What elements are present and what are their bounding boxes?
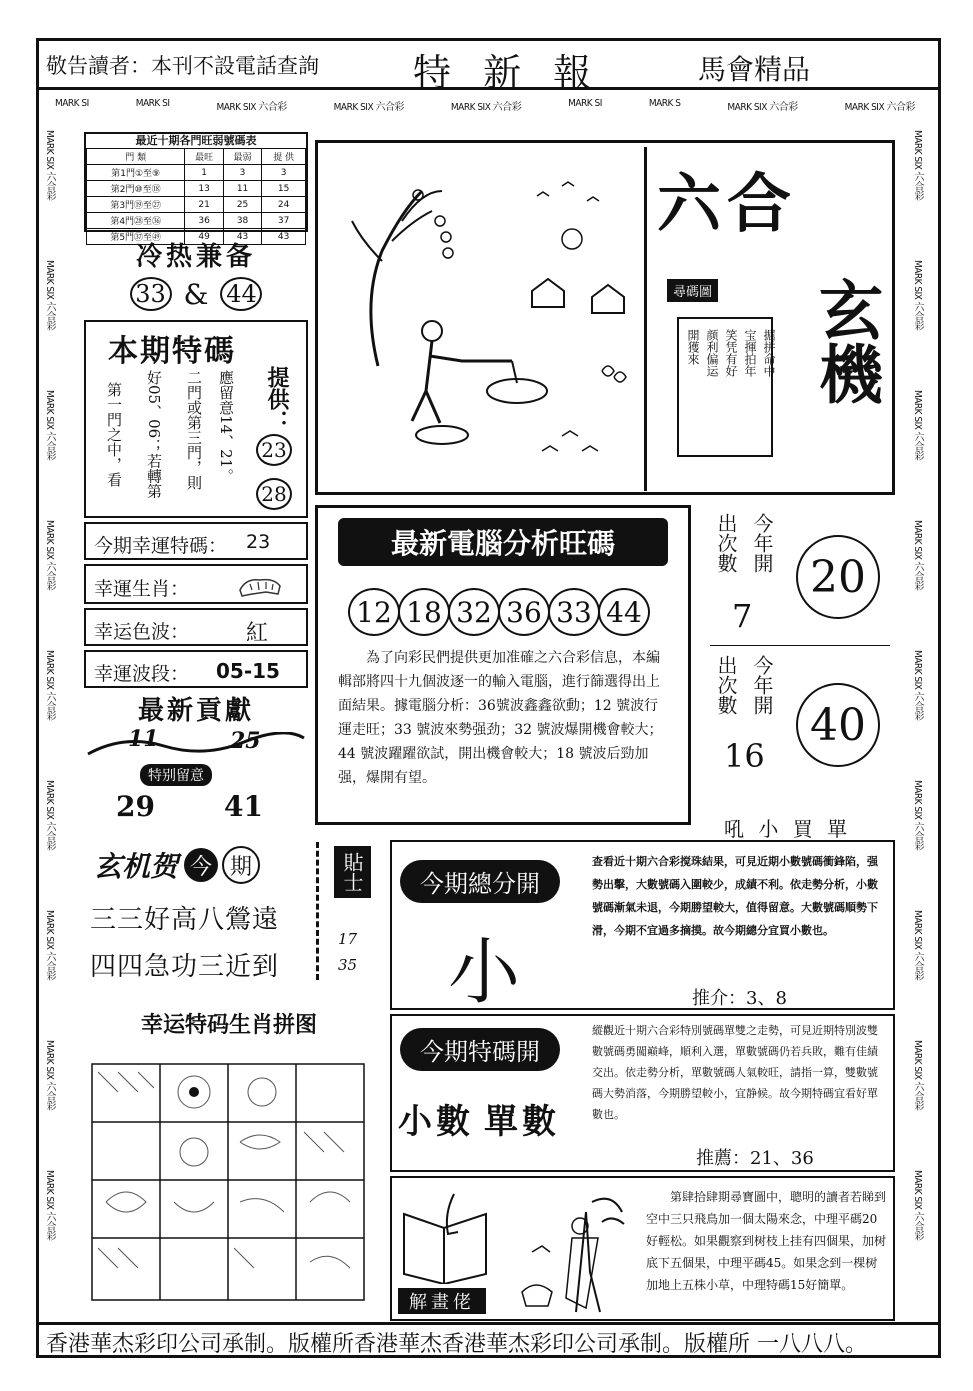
watermark-column: MARK SIX 六合彩 <box>912 1170 923 1241</box>
lucky-segment-label: 幸運波段： <box>94 663 190 685</box>
table-cell: 第3門⑲至㉗ <box>87 197 185 213</box>
contribution-num: 29 <box>116 790 155 823</box>
title-tag: 尋碼圖 <box>667 279 718 302</box>
footer-text: 香港華杰彩印公司承制。版權所香港華杰香港華杰彩印公司承制。版權所 一八八八。 <box>46 1332 867 1357</box>
watermark-column: MARK SIX 六合彩 <box>912 910 923 981</box>
footer-bar <box>38 1322 938 1359</box>
special-open-result-b: 單數 <box>484 1102 560 1142</box>
watermark-column: MARK SIX 六合彩 <box>44 1040 55 1111</box>
wave-decoration <box>84 732 308 758</box>
contribution-title: 最新貢獻 <box>137 696 254 726</box>
door-table-title: 最近十期各門旺弱號碼表 <box>135 134 257 147</box>
xuanji-title-badge: 今 <box>184 848 218 882</box>
contribution-section <box>84 690 308 830</box>
watermark-column: MARK SIX 六合彩 <box>44 390 55 461</box>
stats-footer: 吼 小 買 單 <box>724 817 852 841</box>
table-cell: 第2門⑩至⑱ <box>87 181 185 197</box>
total-body: 查看近十期六合彩搅珠結果，可見近期小數號碼衝鋒陷，强勢出擊，大數號碼入圍較少，成績不利。依走勢分析，小數號碼漸氣未退，今期勝望較大，值得留意。大數號碼順勢下滑，今期不宜過多摘摸。故今期總分宜買小數也。 <box>592 855 878 937</box>
watermark-right <box>910 130 932 1325</box>
puzzle-illustration <box>322 151 644 481</box>
paper-title: 特 新 報 <box>413 51 602 95</box>
computer-analysis-box <box>315 505 691 825</box>
table-cell: 第1門①至⑨ <box>87 165 185 181</box>
xuanji-title: 玄机贺 <box>94 850 179 883</box>
notice-text: 敬告讀者：本刊不設電話查詢 <box>46 54 319 78</box>
cold-ball: 44 <box>220 277 262 311</box>
computer-ball: 36 <box>498 588 550 636</box>
table-cell: 36 <box>185 213 223 229</box>
watermark-item: MARK SIX 六合彩 <box>216 102 287 113</box>
contribution-notice: 特别留意 <box>140 764 212 786</box>
lucky-code-label: 今期幸運特碼： <box>94 535 228 557</box>
special-open-box <box>390 1014 895 1172</box>
lucky-code-row <box>84 522 308 560</box>
table-cell: 21 <box>185 197 223 213</box>
provide-label: 提供： <box>264 366 290 432</box>
table-header-row <box>87 149 306 165</box>
watermark-column: MARK SIX 六合彩 <box>44 520 55 591</box>
table-cell: 11 <box>223 181 261 197</box>
table-header: 提 供 <box>262 149 306 165</box>
watermark-column: MARK SIX 六合彩 <box>912 130 923 201</box>
special-col: 第一門之中，看 <box>105 382 123 487</box>
table-row <box>87 197 306 213</box>
table-cell: 3 <box>262 165 306 181</box>
scroll-col: 颜利偏运 <box>705 329 719 377</box>
special-open-result-a: 小數 <box>398 1102 474 1142</box>
table-cell: 15 <box>262 181 306 197</box>
table-cell: 第4門㉘至㊱ <box>87 213 185 229</box>
table-row <box>87 181 306 197</box>
watermark-column: MARK SIX 六合彩 <box>44 910 55 981</box>
tip-num: 35 <box>338 956 358 974</box>
computer-numbers <box>348 588 650 636</box>
picture-solution-body: 第肆拾肆期尋寶圖中，聰明的讀者若睇到空中三只飛鳥加一個太陽來念，中理平碼20好輕松。如果觀察到树枝上挂有四個果，加树底下五個果，中理平碼45。如果念到一棵树加地上五株小草，中理特碼15好簡單。 <box>646 1190 887 1292</box>
watermark-column: MARK SIX 六合彩 <box>44 130 55 201</box>
lucky-color-value: 紅 <box>246 621 269 646</box>
puzzle-grid <box>90 1062 366 1302</box>
table-cell: 13 <box>185 181 223 197</box>
lucky-segment-row <box>84 650 308 688</box>
contribution-num: 41 <box>224 790 263 823</box>
table-cell: 1 <box>185 165 223 181</box>
special-col: 二門或第三門，則 <box>185 370 203 490</box>
watermark-item: MARK SIX 六合彩 <box>727 102 798 113</box>
watermark-column: MARK SIX 六合彩 <box>912 260 923 331</box>
special-ball: 23 <box>256 434 292 466</box>
computer-ball: 12 <box>348 588 400 636</box>
title-xuanji: 玄機 <box>808 277 883 405</box>
watermark-item: MARK SIX 六合彩 <box>333 102 404 113</box>
book-illustration <box>398 1184 492 1284</box>
stats-section <box>700 505 900 845</box>
tip-title: 貼士 <box>334 846 371 898</box>
watermark-column: MARK SIX 六合彩 <box>912 780 923 851</box>
contribution-num: 11 <box>128 726 159 752</box>
watermark-top <box>55 98 915 122</box>
table-cell: 49 <box>185 229 223 245</box>
lucky-segment-value: 05-15 <box>216 659 280 683</box>
contribution-num: 25 <box>230 728 261 754</box>
table-cell: 38 <box>223 213 261 229</box>
special-open-title: 今期特碼開 <box>400 1028 560 1071</box>
total-result: 小 <box>448 930 521 1014</box>
computer-title: 最新電腦分析旺碼 <box>338 518 668 566</box>
stats-divider <box>710 645 890 646</box>
stats-ball: 40 <box>796 683 880 767</box>
special-ball: 28 <box>256 478 292 510</box>
table-cell: 37 <box>262 213 306 229</box>
xuanji-line: 三三好高八鶯遠 <box>90 905 280 935</box>
table-header: 門 類 <box>87 149 185 165</box>
computer-ball: 33 <box>548 588 600 636</box>
table-header: 最旺 <box>185 149 223 165</box>
table-cell: 3 <box>223 165 261 181</box>
watermark-item: MARK SI <box>568 98 602 109</box>
stats-count: 7 <box>732 597 753 635</box>
special-open-recommend: 推薦：21、36 <box>696 1148 814 1169</box>
zodiac-puzzle-section <box>84 1000 374 1320</box>
lucky-color-label: 幸运色波： <box>94 621 190 643</box>
watermark-column: MARK SIX 六合彩 <box>44 260 55 331</box>
special-code-box <box>84 320 308 518</box>
watermark-column: MARK SIX 六合彩 <box>44 650 55 721</box>
tiger-icon <box>236 572 284 600</box>
table-cell: 43 <box>223 229 261 245</box>
total-title: 今期總分開 <box>400 860 560 903</box>
lucky-zodiac-label: 幸運生肖： <box>94 578 190 600</box>
tip-section <box>316 842 376 982</box>
watermark-column: MARK SIX 六合彩 <box>44 780 55 851</box>
scroll-col: 開獲來 <box>686 329 700 365</box>
special-open-body: 縱觀近十期六合彩特別號碼單雙之走勢，可見近期特別波雙數號碼勇闖巅峰，順利入選，單數號碼仍若兵敗，難有佳績交出。依走勢分析，單數號碼人氣較旺，請指一算，雙數號碼大勢消落，今期勝望較小，宜静候。故今期特碼宜看好單數也。 <box>592 1024 878 1121</box>
watermark-column: MARK SIX 六合彩 <box>912 1040 923 1111</box>
picture-solution-label: 解畫佬 <box>398 1288 486 1314</box>
stats-label: 今年開 <box>750 513 774 573</box>
picture-solution-box <box>390 1176 895 1321</box>
title-liuhe: 六合 <box>657 167 797 242</box>
total-recommend: 推介：3、8 <box>692 988 787 1009</box>
table-cell: 第5門㊲至㊾ <box>87 229 185 245</box>
scholar-illustration <box>502 1182 642 1320</box>
table-header: 最弱 <box>223 149 261 165</box>
scroll-col: 宝揮拍年 <box>743 329 757 377</box>
scroll-col: 掘拼命中 <box>762 329 776 377</box>
table-row <box>87 213 306 229</box>
computer-ball: 32 <box>448 588 500 636</box>
special-title: 本期特碼 <box>108 334 236 369</box>
xuanji-section <box>84 845 309 985</box>
door-table-box <box>84 132 308 243</box>
stats-label: 出次數 <box>714 655 738 715</box>
table-cell: 43 <box>262 229 306 245</box>
hot-cold-title: 冷热兼备 <box>135 242 256 272</box>
tip-num: 17 <box>338 930 358 948</box>
watermark-column: MARK SIX 六合彩 <box>912 650 923 721</box>
tip-dashed-line <box>316 842 319 980</box>
watermark-left <box>42 130 64 1325</box>
table-row <box>87 165 306 181</box>
zodiac-puzzle-title: 幸运特码生肖拼图 <box>140 1013 317 1038</box>
hot-ball: 33 <box>130 277 172 311</box>
computer-ball: 18 <box>398 588 450 636</box>
watermark-column: MARK SIX 六合彩 <box>912 520 923 591</box>
paper-subtitle: 馬會精品 <box>698 53 811 86</box>
watermark-item: MARK S <box>648 98 681 109</box>
watermark-item: MARK SI <box>55 98 89 109</box>
xuanji-title-badge: 期 <box>222 846 260 884</box>
watermark-item: MARK SI <box>135 98 170 109</box>
lucky-code-value: 23 <box>246 531 271 553</box>
stats-label: 出次數 <box>714 513 738 573</box>
stats-ball: 20 <box>796 535 880 619</box>
stats-count: 16 <box>724 737 765 775</box>
scroll-col: 笑凭有好 <box>724 329 738 377</box>
ampersand: & <box>183 277 209 311</box>
watermark-item: MARK SIX 六合彩 <box>450 102 522 113</box>
total-box <box>390 840 895 1014</box>
lucky-color-row <box>84 608 308 646</box>
header-bar <box>38 40 938 95</box>
title-panel <box>644 147 888 491</box>
stats-label: 今年開 <box>750 655 774 715</box>
table-cell: 24 <box>262 197 306 213</box>
watermark-column: MARK SIX 六合彩 <box>44 1170 55 1241</box>
watermark-column: MARK SIX 六合彩 <box>912 390 923 461</box>
computer-ball: 44 <box>598 588 650 636</box>
table-cell: 25 <box>223 197 261 213</box>
puzzle-picture-box <box>315 140 895 495</box>
door-table <box>86 148 306 245</box>
xuanji-line: 四四急功三近到 <box>90 952 280 982</box>
hot-cold-section <box>84 236 308 314</box>
watermark-item: MARK SIX 六合彩 <box>844 102 915 113</box>
lucky-zodiac-row <box>84 564 308 604</box>
scroll-panel <box>677 317 776 457</box>
special-col: 好05、06；若轉第 <box>145 370 163 499</box>
special-col: 應留意14、21。 <box>217 370 235 484</box>
computer-body: 為了向彩民們提供更加准確之六合彩信息，本編輯部將四十九個波逐一的輸入電腦，進行篩選得出上面結果。據電腦分析：36號波鑫鑫欲動；12 號波行運走旺；33 號波來勢强劲；32 號波爆開機會較大；44 號波躍躍欲試，開出機會較大；18 號波后勁加强，爆開有望。 <box>338 650 663 786</box>
